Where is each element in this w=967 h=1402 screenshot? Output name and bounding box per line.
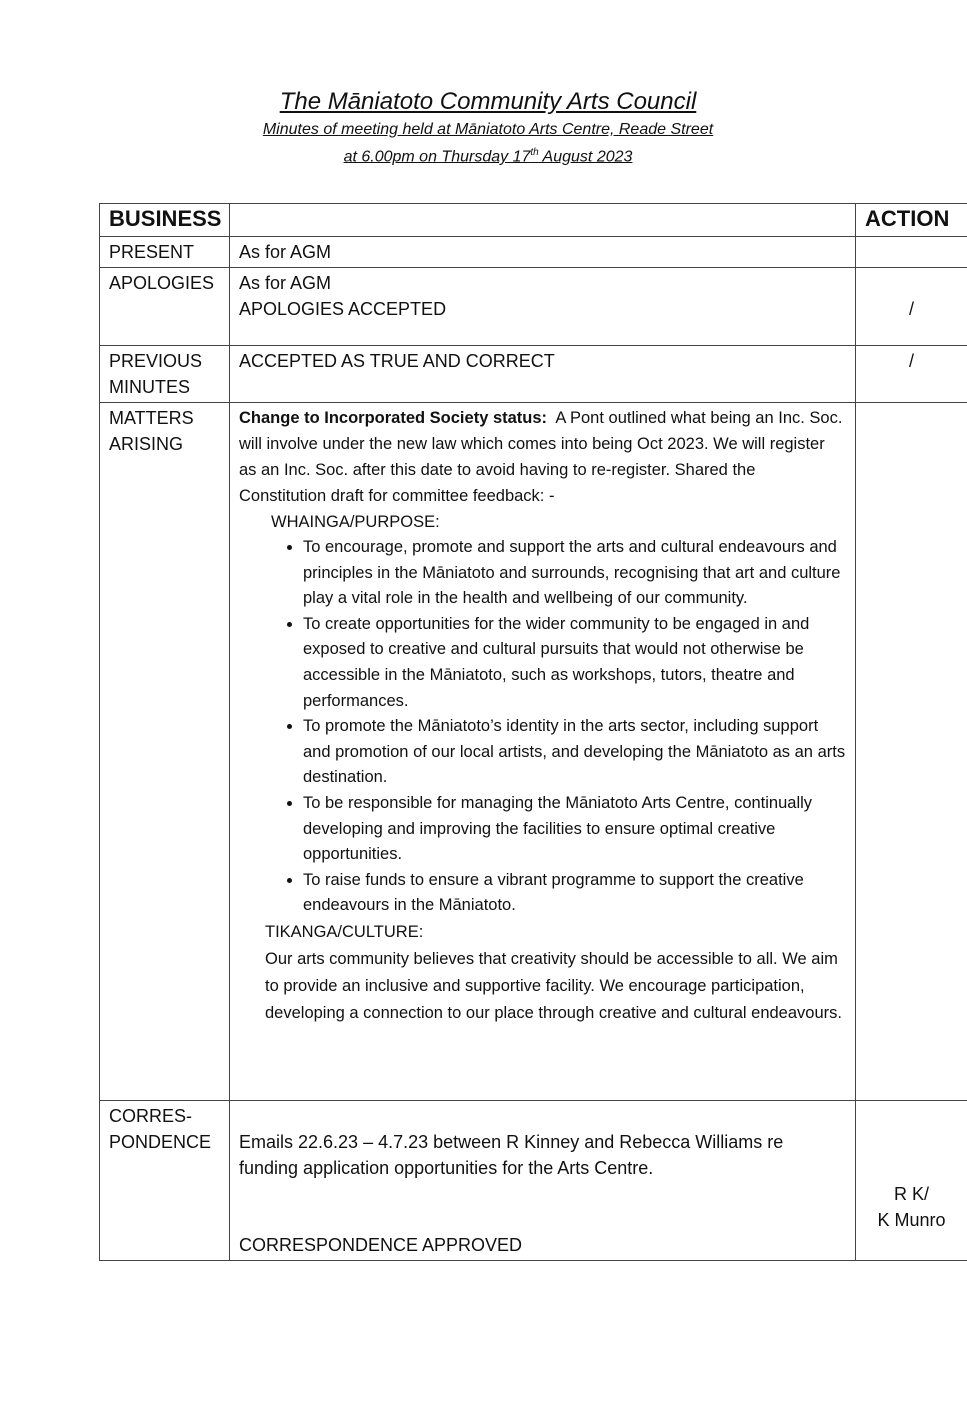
apologies-cell bbox=[230, 268, 856, 346]
purpose-heading: WHAINGA/PURPOSE: bbox=[271, 513, 440, 531]
present-text: As for AGM bbox=[230, 237, 856, 268]
document-header bbox=[0, 86, 967, 168]
minutes-table bbox=[99, 203, 967, 1261]
meeting-date-main: at 6.00pm on Thursday 17 bbox=[343, 148, 531, 166]
row-matters-arising bbox=[100, 403, 967, 1101]
document-title: The Māniatoto Community Arts Council bbox=[279, 88, 697, 115]
row-apologies bbox=[100, 268, 967, 346]
purpose-list bbox=[239, 535, 846, 919]
correspondence-status: CORRESPONDENCE APPROVED bbox=[239, 1235, 523, 1255]
correspondence-action-1: R K/ bbox=[893, 1184, 929, 1204]
culture-text: Our arts community believes that creativity should be accessible to all. We aim to provide an inclusive and supportive facility. We encourage participation, developing a connection to our place through creative and cultural endeavours. bbox=[265, 949, 842, 1022]
apologies-action-mark: / bbox=[908, 299, 914, 319]
header-detail bbox=[230, 204, 856, 237]
apologies-text: As for AGM bbox=[239, 273, 332, 293]
correspondence-action-2: K Munro bbox=[877, 1210, 946, 1230]
list-item: • To encourage, promote and support the arts and cultural endeavours and principles in the Māniatoto and surrounds, recognising that art and culture play a vital role in the health and wellbeing of our community. bbox=[303, 535, 846, 612]
correspondence-label-2: PONDENCE bbox=[109, 1132, 212, 1152]
list-item: • To be responsible for managing the Māniatoto Arts Centre, continually developing and improving the facilities to ensure optimal creative opportunities. bbox=[303, 791, 846, 868]
row-present bbox=[100, 237, 967, 268]
list-item: • To raise funds to ensure a vibrant programme to support the creative endeavours in the Māniatoto. bbox=[303, 868, 846, 919]
matters-arising-intro bbox=[239, 405, 846, 509]
row-previous-minutes bbox=[100, 346, 967, 403]
culture-heading: TIKANGA/CULTURE: bbox=[265, 922, 424, 941]
previous-minutes-text: ACCEPTED AS TRUE AND CORRECT bbox=[230, 346, 856, 403]
meeting-date-ordinal: th bbox=[530, 147, 539, 158]
correspondence-label-1: CORRES- bbox=[109, 1106, 193, 1126]
matters-arising-content bbox=[230, 403, 856, 1101]
matters-arising-label-2: ARISING bbox=[109, 434, 184, 454]
matters-arising-heading: Change to Incorporated Society status: bbox=[239, 409, 548, 427]
list-item: • To promote the Māniatoto’s identity in the arts sector, including support and promotion of our local artists, and developing the Māniatoto as an arts destination. bbox=[303, 714, 846, 791]
previous-minutes-action: / bbox=[856, 346, 967, 403]
meeting-date-month: August 2023 bbox=[538, 148, 633, 166]
present-action bbox=[856, 237, 967, 268]
header-action: ACTION bbox=[856, 204, 967, 237]
matters-arising-action bbox=[856, 403, 967, 1101]
previous-minutes-label-2: MINUTES bbox=[109, 377, 190, 397]
list-item: • To create opportunities for the wider community to be engaged in and exposed to creative and cultural pursuits that would not otherwise be accessible in the Māniatoto, such as workshops, tutors, theatre and performances. bbox=[303, 612, 846, 714]
matters-arising-intro-text: A Pont outlined what being an Inc. Soc. will involve under the new law which comes into being Oct 2023. We will register as an Inc. Soc. after this date to avoid having to re-register. Shared the Constitution draft for committee feedback: - bbox=[239, 409, 843, 505]
meeting-location: Minutes of meeting held at Māniatoto Arts Centre, Reade Street bbox=[262, 121, 714, 138]
previous-minutes-label bbox=[100, 346, 230, 403]
correspondence-cell bbox=[230, 1101, 856, 1261]
apologies-action bbox=[856, 268, 967, 346]
apologies-status: APOLOGIES ACCEPTED bbox=[239, 299, 447, 319]
table-header-row bbox=[100, 204, 967, 237]
meeting-date bbox=[0, 141, 967, 168]
correspondence-label bbox=[100, 1101, 230, 1261]
header-business: BUSINESS bbox=[100, 204, 230, 237]
correspondence-text: Emails 22.6.23 – 4.7.23 between R Kinney and Rebecca Williams re funding application opportunities for the Arts Centre. bbox=[239, 1132, 784, 1178]
matters-arising-label-1: MATTERS bbox=[109, 408, 194, 428]
correspondence-action bbox=[856, 1101, 967, 1261]
matters-arising-label bbox=[100, 403, 230, 1101]
present-label: PRESENT bbox=[100, 237, 230, 268]
previous-minutes-label-1: PREVIOUS bbox=[109, 351, 203, 371]
row-correspondence bbox=[100, 1101, 967, 1261]
apologies-label: APOLOGIES bbox=[100, 268, 230, 346]
